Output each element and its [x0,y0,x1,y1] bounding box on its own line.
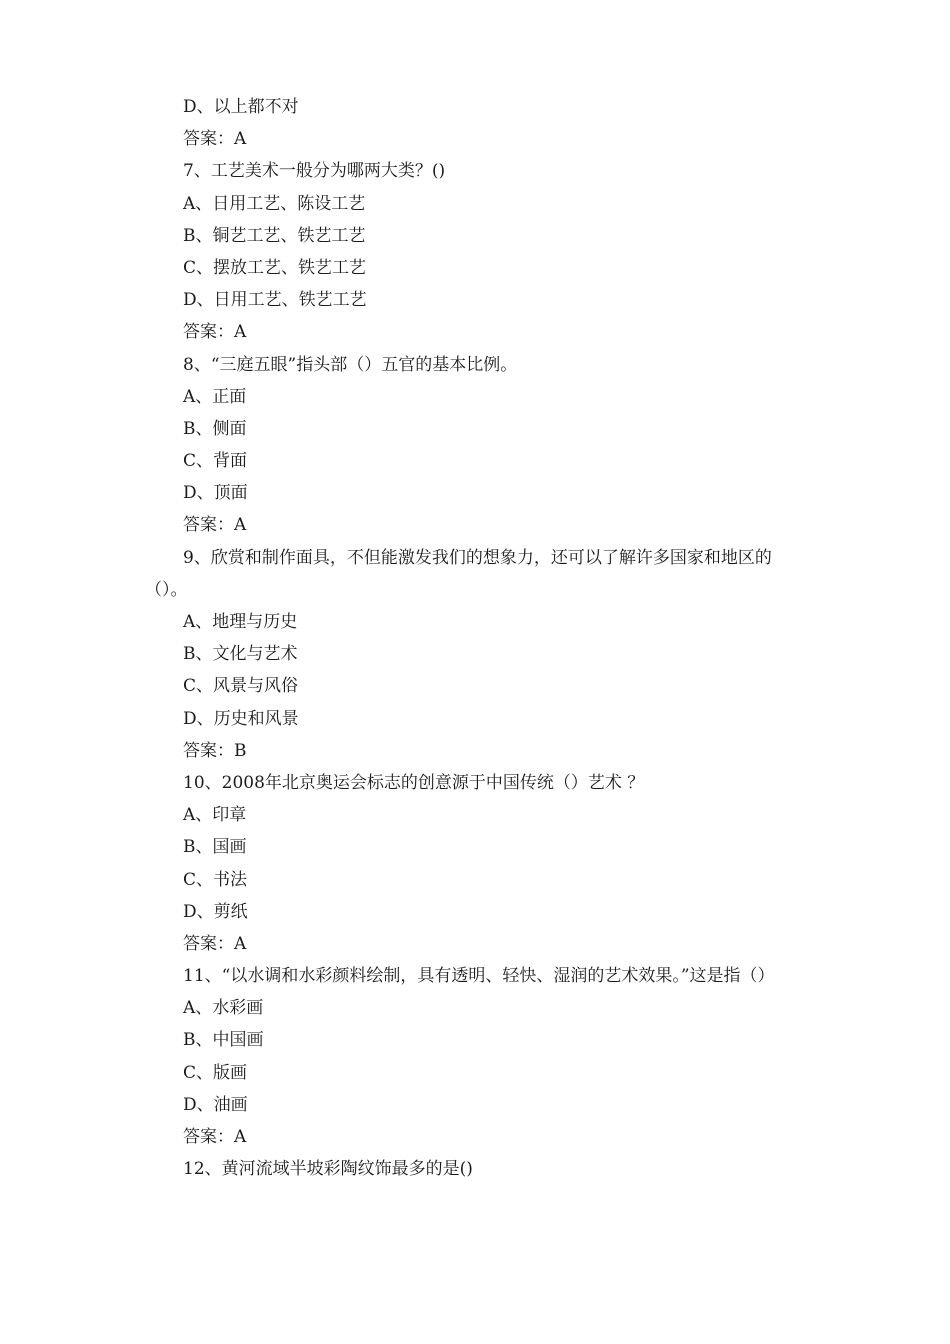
q10-answer: 答案：A [183,933,247,954]
q8-option-b: B、侧面 [183,418,247,439]
question-10: 10、2008年北京奥运会标志的创意源于中国传统（）艺术 ？ [183,772,645,793]
q9-option-d: D、历史和风景 [183,708,299,729]
q7-option-b: B、铜艺工艺、铁艺工艺 [183,225,366,246]
question-12: 12、黄河流域半坡彩陶纹饰最多的是() [183,1159,473,1180]
q8-option-c: C、背面 [183,451,248,472]
q11-option-c: C、版画 [183,1062,248,1083]
answer: 答案：A [183,129,247,150]
q11-answer: 答案：A [183,1127,247,1148]
q10-option-c: C、书法 [183,869,248,890]
document-body [145,91,810,1185]
question-9: 9、欣赏和制作面具，不但能激发我们的想象力，还可以了解许多国家和地区的（）。 [145,547,772,600]
q10-option-d: D、剪纸 [183,901,248,922]
q9-option-a: A、地理与历史 [183,612,298,633]
q9-option-b: B、文化与艺术 [183,644,298,665]
q11-option-b: B、中国画 [183,1030,264,1051]
q10-option-a: A、印章 [183,805,247,826]
q7-option-c: C、摆放工艺、铁艺工艺 [183,257,367,278]
q8-answer: 答案：A [183,515,247,536]
question-8: 8、“三庭五眼”指头部（）五官的基本比例。 [183,354,518,375]
q9-option-c: C、风景与风俗 [183,676,299,697]
question-7: 7、工艺美术一般分为哪两大类？() [183,161,446,182]
q9-answer: 答案：B [183,740,247,761]
q10-option-b: B、国画 [183,837,247,858]
q8-option-d: D、顶面 [183,483,248,504]
q11-option-d: D、油画 [183,1094,248,1115]
q7-option-d: D、日用工艺、铁艺工艺 [183,290,367,311]
q8-option-a: A、正面 [183,386,247,407]
option-d: D、以上都不对 [183,97,299,117]
q11-option-a: A、水彩画 [183,998,264,1019]
q7-option-a: A、日用工艺、陈设工艺 [183,193,366,214]
question-11: 11、“以水调和水彩颜料绘制，具有透明、轻快、湿润的艺术效果。”这是指（） [183,966,775,987]
q7-answer: 答案：A [183,322,247,343]
